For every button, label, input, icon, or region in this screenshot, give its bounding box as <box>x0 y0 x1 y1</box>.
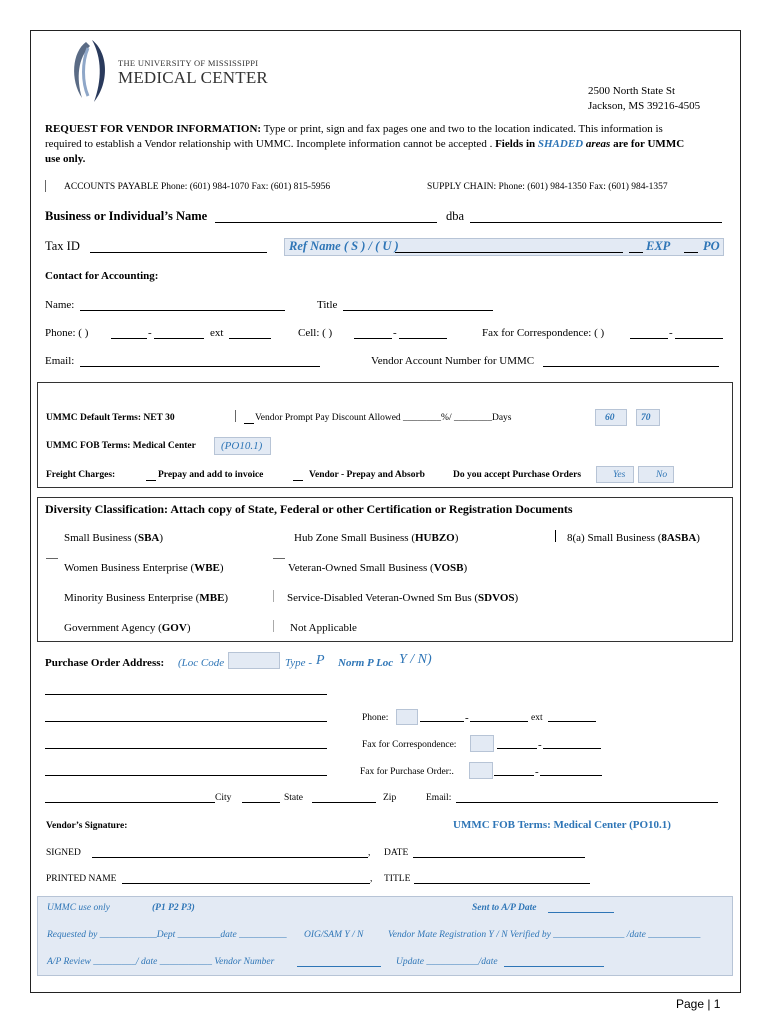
vendor-mate: Vendor Mate Registration Y / N Verified by _______________ /date ___________ <box>388 930 701 940</box>
dba-label: dba <box>446 209 465 223</box>
accounting-fax-prefix[interactable] <box>630 338 668 339</box>
po-address-label: Purchase Order Address: <box>45 657 165 669</box>
update-date-field[interactable] <box>504 966 604 967</box>
accounting-cell-prefix[interactable] <box>354 338 392 339</box>
accounting-title-label: Title <box>317 299 338 311</box>
divider-tick <box>273 590 274 602</box>
accept-po-yes: Yes <box>613 470 626 480</box>
signed-label: SIGNED <box>46 848 81 858</box>
po-label: PO <box>703 239 720 253</box>
dash-sep: - <box>393 327 397 339</box>
title-label: TITLE <box>384 874 411 884</box>
wbe-checkbox[interactable] <box>46 558 58 559</box>
business-name-field[interactable] <box>215 222 437 223</box>
update-label: Update ___________/date <box>396 957 498 967</box>
po-fax-po-number[interactable] <box>540 775 602 776</box>
po-phone-area[interactable] <box>396 709 418 725</box>
accounting-ext-field[interactable] <box>229 338 271 339</box>
ap-review: A/P Review _________/ date ___________ Vendor Number <box>47 957 275 967</box>
oig-sam: OIG/SAM Y / N <box>304 930 364 940</box>
vendor-prepay-checkbox[interactable] <box>293 480 303 481</box>
loc-code-label: (Loc Code <box>178 657 225 669</box>
po-ext-label: ext <box>531 713 543 723</box>
signature-fob: UMMC FOB Terms: Medical Center (PO10.1) <box>453 819 671 831</box>
loc-code-field[interactable] <box>228 652 280 669</box>
po-phone-number[interactable] <box>470 721 528 722</box>
po-address-line4[interactable] <box>45 775 327 776</box>
accept-po-no: No <box>656 470 668 480</box>
ummc-use-only-label: UMMC use only <box>47 903 110 913</box>
signature-label: Vendor’s Signature: <box>46 821 128 831</box>
accounting-fax-number[interactable] <box>675 338 723 339</box>
po-phone-label: Phone: <box>362 713 389 723</box>
po-fax-corr-area[interactable] <box>470 735 494 752</box>
accounting-ext-label: ext <box>210 327 224 339</box>
prompt-pay-label: Vendor Prompt Pay Discount Allowed ________%/ ________Days <box>255 413 512 423</box>
exp-label: EXP <box>646 239 671 253</box>
logo-emblem-icon <box>68 38 114 106</box>
diversity-sba: Small Business (SBA) <box>64 532 164 544</box>
accounting-cell-number[interactable] <box>399 338 447 339</box>
intro-text1: Type or print, sign and fax pages one and two to the location indicated. This information is <box>261 123 663 135</box>
prompt-pay-checkbox[interactable] <box>244 423 254 424</box>
comma-sep: , <box>370 874 373 884</box>
po-city-label: City <box>215 793 232 803</box>
diversity-not-applicable: Not Applicable <box>290 622 357 634</box>
intro-title: REQUEST FOR VENDOR INFORMATION: <box>45 123 262 135</box>
vendor-number-field[interactable] <box>297 966 381 967</box>
intro-areas: areas <box>583 138 611 150</box>
accounting-heading: Contact for Accounting: <box>45 270 159 282</box>
logo-line2: MEDICAL CENTER <box>118 68 268 87</box>
diversity-hubzo: Hub Zone Small Business (HUBZO) <box>294 532 459 544</box>
po-fax-corr-label: Fax for Correspondence: <box>362 740 457 750</box>
intro-use-only: use only. <box>45 153 86 165</box>
po-address-line2[interactable] <box>45 721 327 722</box>
accounting-email-label: Email: <box>45 355 75 367</box>
business-name-label: Business or Individual’s Name <box>45 209 208 223</box>
exp-checkbox[interactable] <box>629 252 643 253</box>
po-phone-prefix[interactable] <box>420 721 464 722</box>
po-ext-field[interactable] <box>548 721 596 722</box>
dash-sep: - <box>465 712 469 724</box>
terms-70: 70 <box>641 413 651 423</box>
intro-are-for: are for UMMC <box>610 138 685 150</box>
supply-chain-contact: SUPPLY CHAIN: Phone: (601) 984-1350 Fax: (601) 984-1357 <box>427 182 668 192</box>
dash-sep: - <box>538 739 542 751</box>
address-line2: Jackson, MS 39216-4505 <box>588 100 701 112</box>
page-number: Page | 1 <box>676 997 721 1011</box>
vendor-account-field[interactable] <box>543 366 719 367</box>
dash-sep: - <box>669 327 673 339</box>
diversity-8asba: 8(a) Small Business (8ASBA) <box>567 532 700 544</box>
dash-sep: - <box>535 766 539 778</box>
accounts-payable-contact: ACCOUNTS PAYABLE Phone: (601) 984-1070 Fax: (601) 815-5956 <box>64 182 331 192</box>
fob-po101: (PO10.1) <box>221 440 263 452</box>
po-city-field[interactable] <box>45 802 215 803</box>
intro-line1 <box>45 123 663 135</box>
po-state-field[interactable] <box>242 802 280 803</box>
fob-terms: UMMC FOB Terms: Medical Center <box>46 441 196 451</box>
tax-id-label: Tax ID <box>45 239 80 253</box>
comma-sep: , <box>368 848 371 858</box>
accounting-fax-label: Fax for Correspondence: ( ) <box>482 327 605 339</box>
accounting-phone-number[interactable] <box>154 338 204 339</box>
intro-line2 <box>45 138 684 150</box>
default-terms: UMMC Default Terms: NET 30 <box>46 413 175 423</box>
accept-po-label: Do you accept Purchase Orders <box>453 470 582 480</box>
norm-p-loc: Norm P Loc <box>338 657 394 669</box>
accounting-phone-label: Phone: ( ) <box>45 327 89 339</box>
po-zip-label: Zip <box>383 793 397 803</box>
divider-tick <box>235 410 236 422</box>
po-fax-corr-number[interactable] <box>543 748 601 749</box>
sent-to-ap-field[interactable] <box>548 912 614 913</box>
intro-shaded: SHADED <box>537 138 584 150</box>
dba-field[interactable] <box>470 222 722 223</box>
terms-60: 60 <box>605 413 615 423</box>
accounting-email-field[interactable] <box>80 366 320 367</box>
diversity-mbe: Minority Business Enterprise (MBE) <box>64 592 229 604</box>
title-field[interactable] <box>414 883 590 884</box>
date-field[interactable] <box>413 857 585 858</box>
accounting-name-field[interactable] <box>80 310 285 311</box>
freight-label: Freight Charges: <box>46 470 116 480</box>
type-label: Type - <box>285 657 312 669</box>
sent-to-ap: Sent to A/P Date <box>472 903 537 913</box>
diversity-heading: Diversity Classification: Attach copy of State, Federal or other Certification or Registration Documents <box>45 502 573 516</box>
po-fax-po-area[interactable] <box>469 762 493 779</box>
po-fax-po-label: Fax for Purchase Order:. <box>360 767 454 777</box>
intro-text2: required to establish a Vendor relationship with UMMC. Incomplete information cannot be accepted . <box>45 138 496 150</box>
ref-name-field[interactable] <box>395 252 623 253</box>
printed-name-label: PRINTED NAME <box>46 874 117 884</box>
norm-yn: Y / N) <box>399 652 432 667</box>
po-address-line1[interactable] <box>45 694 327 695</box>
vosb-checkbox[interactable] <box>273 558 285 559</box>
prepay-add-label: Prepay and add to invoice <box>158 470 264 480</box>
accounting-name-label: Name: <box>45 299 75 311</box>
accounting-cell-label: Cell: ( ) <box>298 327 333 339</box>
diversity-gov: Government Agency (GOV) <box>64 622 191 634</box>
accounting-title-field[interactable] <box>343 310 493 311</box>
vendor-prepay-label: Vendor - Prepay and Absorb <box>309 470 425 480</box>
po-fax-corr-prefix[interactable] <box>497 748 537 749</box>
tax-id-field[interactable] <box>90 252 267 253</box>
p-codes: (P1 P2 P3) <box>152 903 195 913</box>
divider-tick <box>273 620 274 632</box>
po-email-field[interactable] <box>456 802 718 803</box>
signed-field[interactable] <box>92 857 368 858</box>
vendor-account-label: Vendor Account Number for UMMC <box>371 355 535 367</box>
diversity-vosb: Veteran-Owned Small Business (VOSB) <box>288 562 468 574</box>
po-checkbox[interactable] <box>684 252 698 253</box>
divider-tick <box>555 530 556 542</box>
address-line1: 2500 North State St <box>588 85 676 97</box>
intro-fields-in: Fields in <box>495 138 538 150</box>
diversity-sdvos: Service-Disabled Veteran-Owned Sm Bus (SDVOS) <box>287 592 519 604</box>
po-email-label: Email: <box>426 793 452 803</box>
po-zip-field[interactable] <box>312 802 376 803</box>
type-p: P <box>316 653 325 668</box>
po-fax-po-prefix[interactable] <box>494 775 534 776</box>
diversity-wbe: Women Business Enterprise (WBE) <box>64 562 224 574</box>
date-label: DATE <box>384 848 409 858</box>
logo-line1: THE UNIVERSITY OF MISSISSIPPI <box>118 58 259 68</box>
prepay-add-checkbox[interactable] <box>146 480 156 481</box>
po-address-line3[interactable] <box>45 748 327 749</box>
printed-name-field[interactable] <box>122 883 370 884</box>
divider-tick <box>45 180 46 192</box>
ref-name-label: Ref Name ( S ) / ( U ) <box>289 239 399 253</box>
po-state-label: State <box>284 793 303 803</box>
accounting-phone-prefix[interactable] <box>111 338 147 339</box>
requested-by: Requested by ____________Dept _________date __________ <box>47 930 287 940</box>
dash-sep: - <box>148 327 152 339</box>
